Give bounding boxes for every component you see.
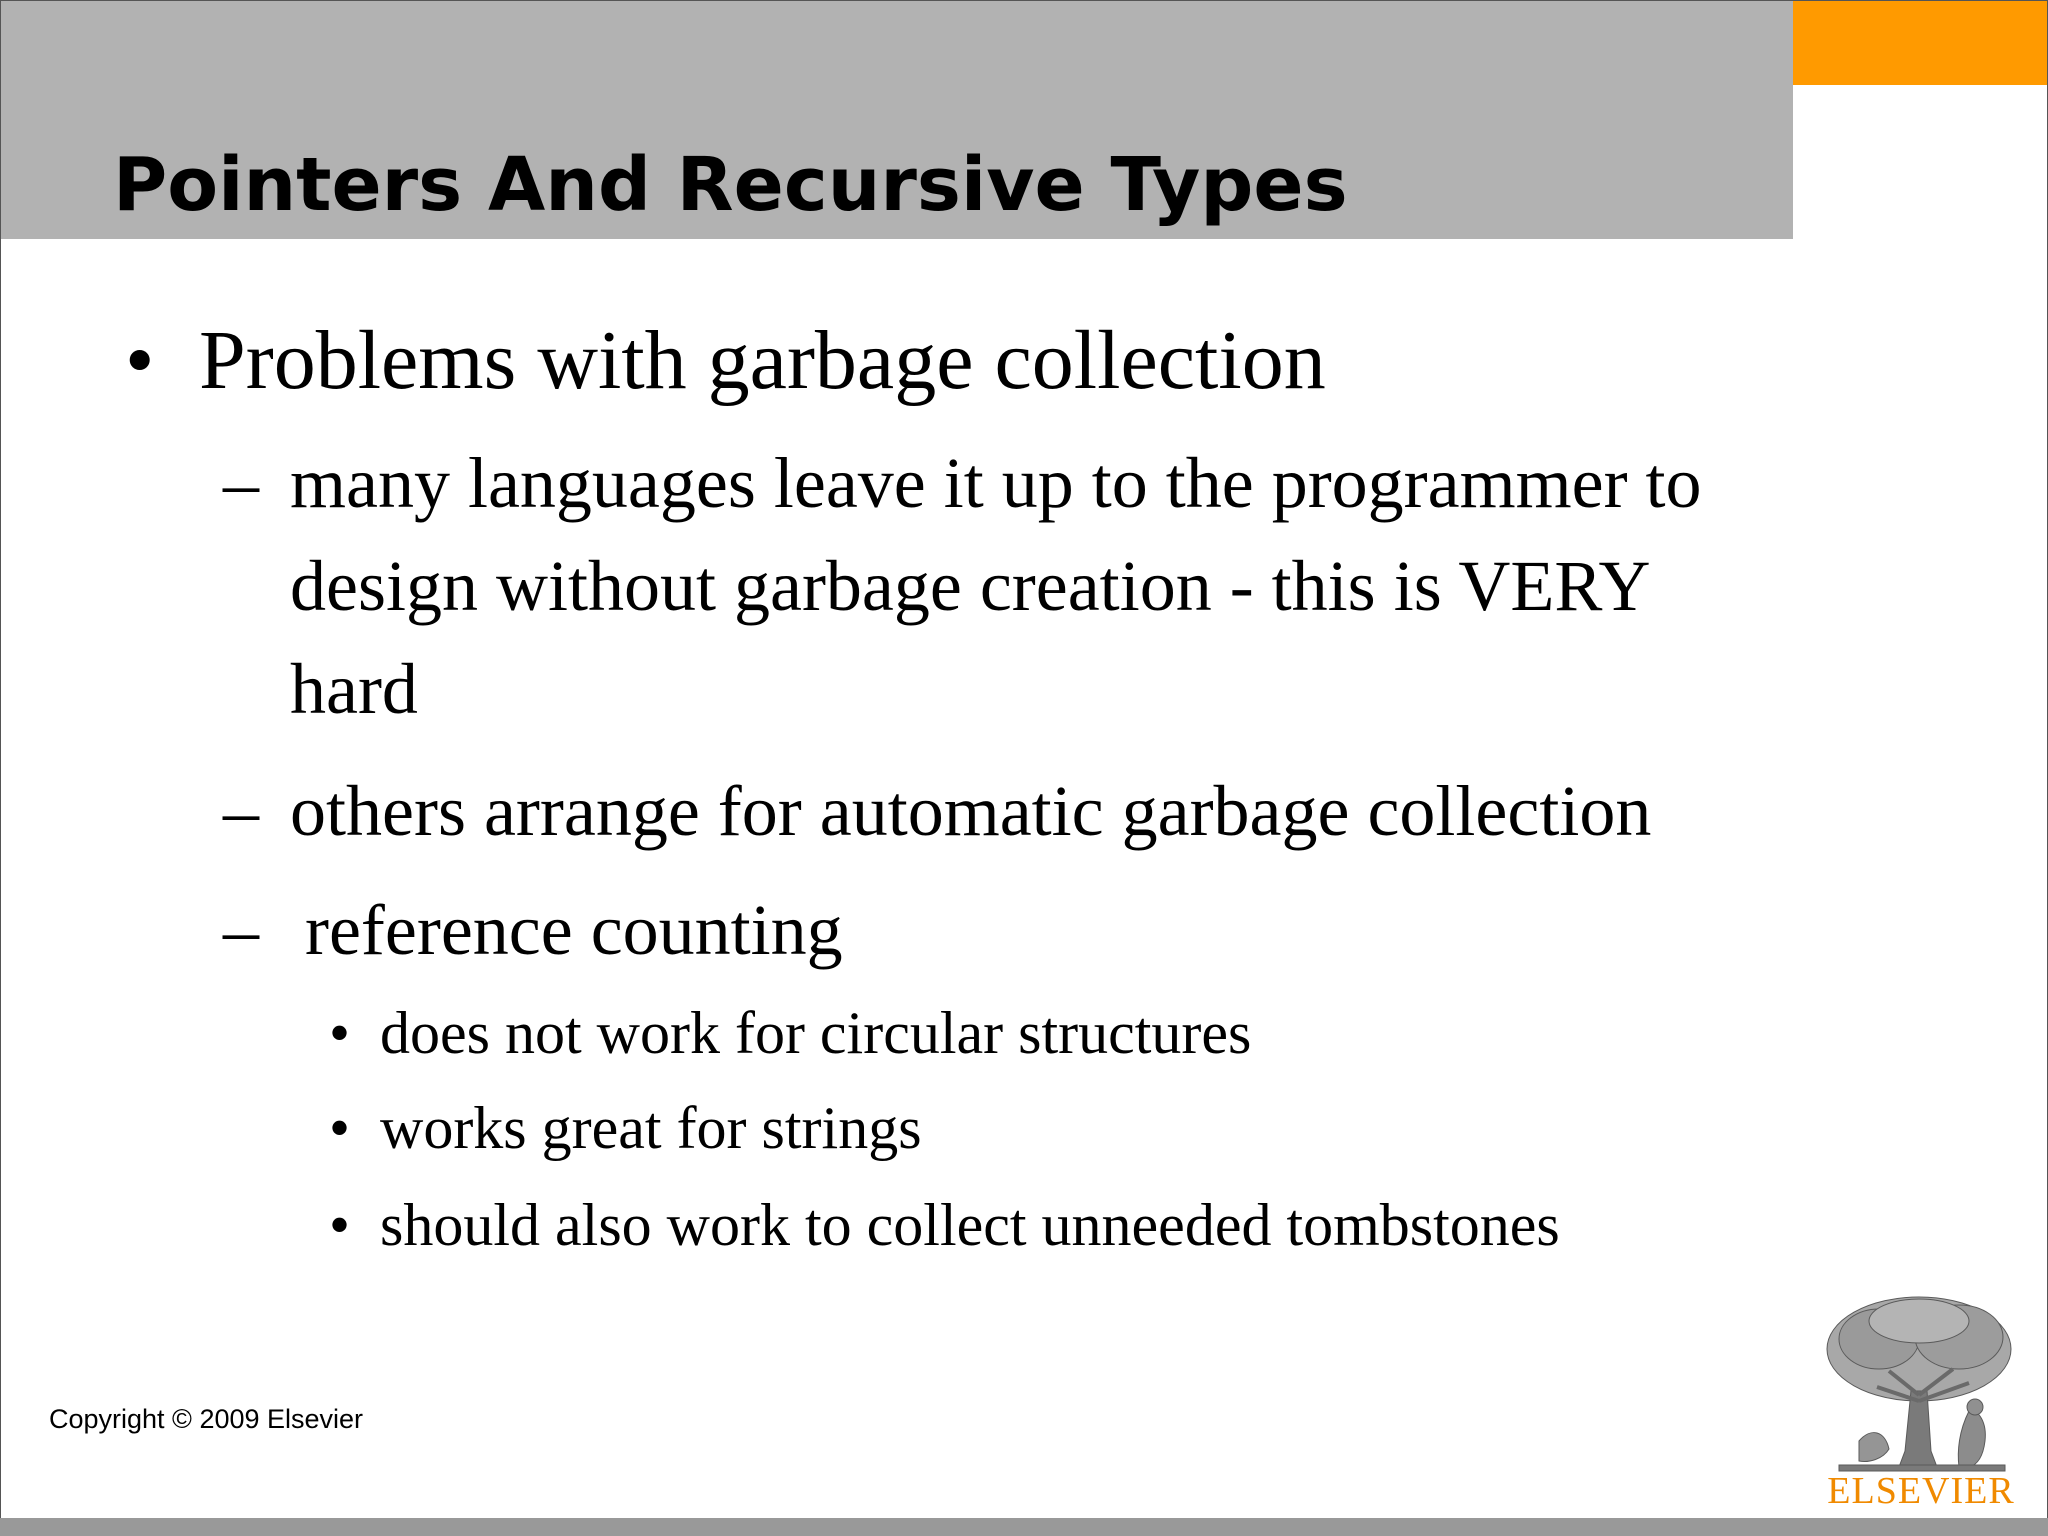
copyright-text: Copyright © 2009 Elsevier — [49, 1404, 364, 1434]
bullet-marker: • — [329, 1095, 351, 1161]
slide-title: Pointers And Recursive Types — [113, 142, 1348, 228]
sub-bullet-line: design without garbage creation - this is VERY — [290, 546, 1651, 626]
sub-sub-bullet-text: should also work to collect unneeded tombstones — [380, 1192, 1560, 1258]
accent-block — [1793, 1, 2048, 85]
sub-bullet-line: hard — [290, 649, 418, 729]
bullet-marker: • — [329, 1192, 351, 1258]
dash-marker: – — [223, 890, 259, 970]
sub-bullet-line: others arrange for automatic garbage collection — [290, 771, 1652, 851]
sub-sub-bullet-text: works great for strings — [380, 1095, 922, 1161]
sub-bullet-line: many languages leave it up to the programmer to — [290, 443, 1702, 523]
bottom-rule — [0, 1518, 2048, 1536]
dash-marker: – — [223, 771, 259, 851]
bullet-level1-text: Problems with garbage collection — [199, 314, 1326, 407]
bullet-marker: • — [125, 314, 155, 407]
dash-marker: – — [223, 443, 259, 523]
elsevier-logo-text: ELSEVIER — [1827, 1470, 2015, 1512]
sub-sub-bullet-text: does not work for circular structures — [380, 1000, 1252, 1066]
sub-bullet-line: reference counting — [305, 890, 843, 970]
bullet-marker: • — [329, 1000, 351, 1066]
